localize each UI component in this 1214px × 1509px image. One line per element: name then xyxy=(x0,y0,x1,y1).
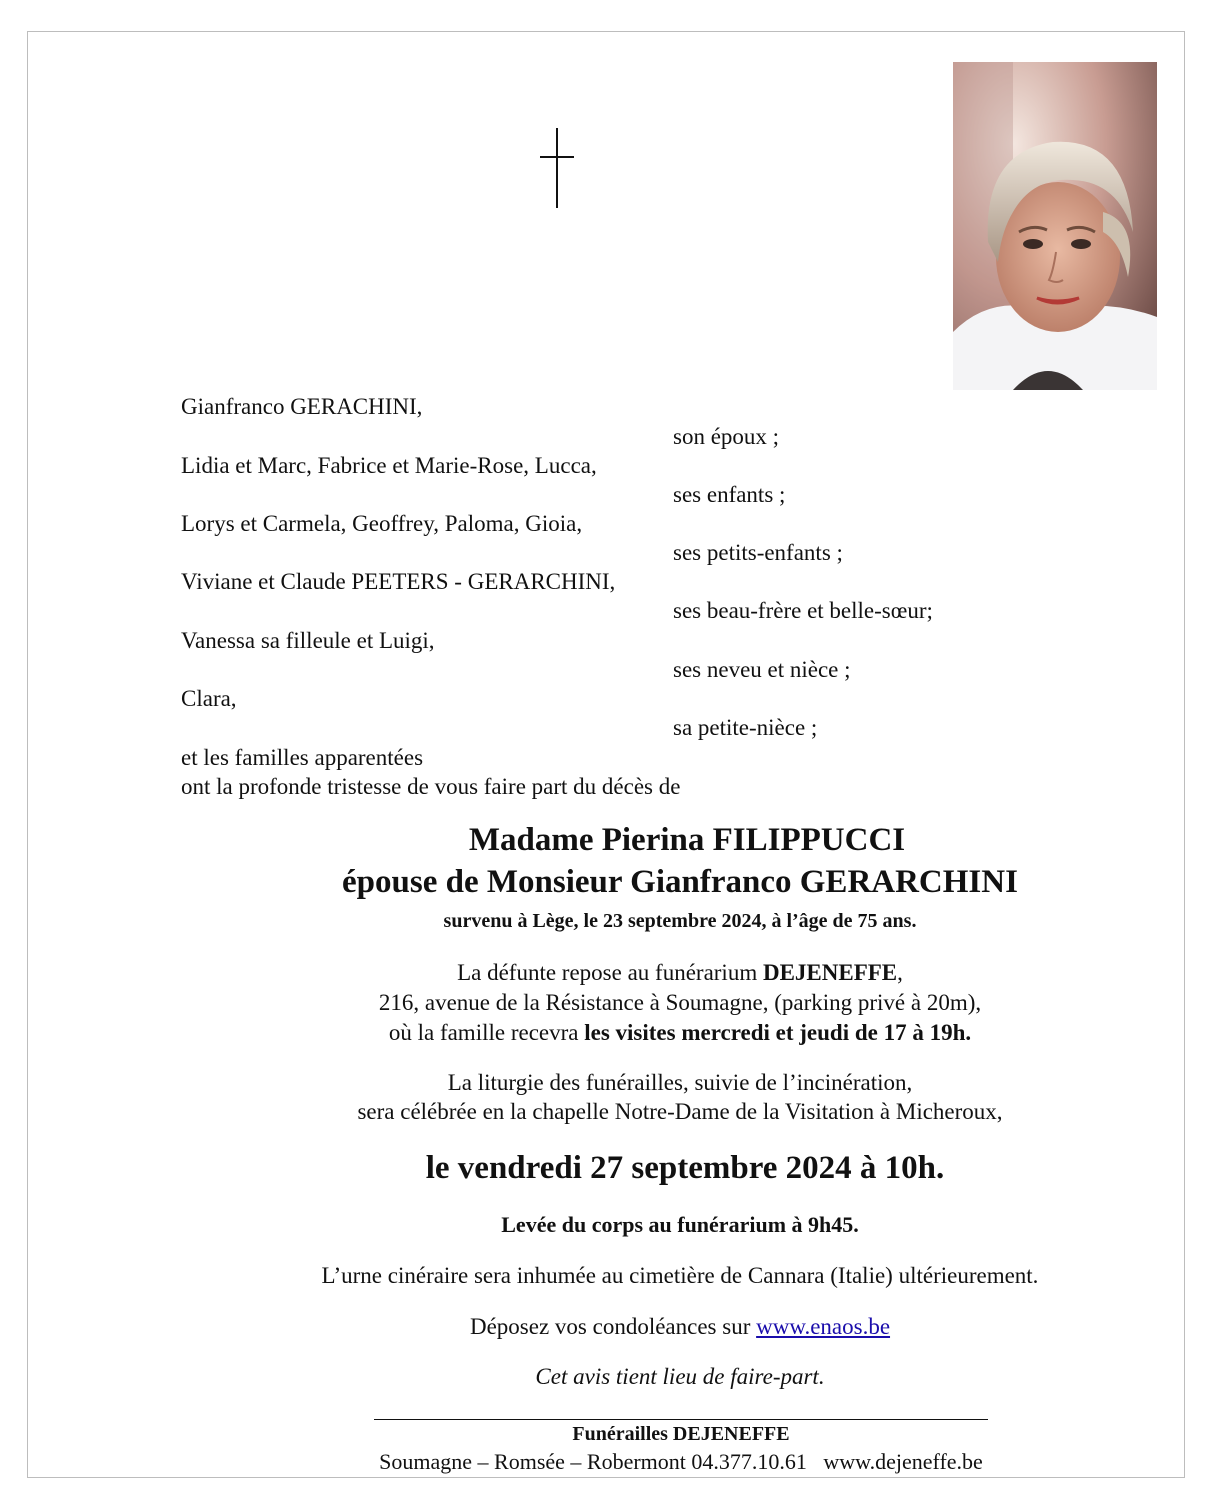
footer-info: Soumagne – Romsée – Robermont 04.377.10.61 www.dejeneffe.be xyxy=(379,1449,983,1474)
footer-divider xyxy=(374,1419,988,1420)
family-relation: son époux ; xyxy=(673,424,780,449)
rest-line-1-text: La défunte repose au funérarium xyxy=(457,960,763,985)
rest-line-3 xyxy=(280,1018,1080,1048)
intro-line-1: et les familles apparentées xyxy=(181,745,424,770)
cross-icon xyxy=(540,128,574,208)
rest-line-3-text: où la famille recevra xyxy=(388,1020,585,1045)
family-relation: ses petits-enfants ; xyxy=(673,540,843,565)
liturgy-line-2: sera célébrée en la chapelle Notre-Dame de la Visitation à Micheroux, xyxy=(357,1099,1003,1124)
notice-text: Cet avis tient lieu de faire-part. xyxy=(535,1364,825,1389)
family-relation: ses neveu et nièce ; xyxy=(673,657,851,682)
rest-line-2: 216, avenue de la Résistance à Soumagne, (parking privé à 20m), xyxy=(378,990,982,1015)
footer-company: Funérailles DEJENEFFE xyxy=(572,1423,790,1445)
funerarium-name: DEJENEFFE xyxy=(762,960,898,985)
intro-line-2: ont la profonde tristesse de vous faire part du décès de xyxy=(181,774,681,799)
rest-line-1 xyxy=(280,958,1080,988)
family-name: Gianfranco GERACHINI, xyxy=(181,394,423,419)
family-name: Lorys et Carmela, Geoffrey, Paloma, Gioia, xyxy=(181,511,583,536)
deceased-spouse: épouse de Monsieur Gianfranco GERARCHINI xyxy=(342,864,1018,900)
liturgy-line-1: La liturgie des funérailles, suivie de l’incinération, xyxy=(447,1070,913,1095)
family-relation: ses beau-frère et belle-sœur; xyxy=(673,598,933,623)
condolences-text: Déposez vos condoléances sur xyxy=(469,1314,757,1339)
family-relation: sa petite-nièce ; xyxy=(673,715,818,740)
family-name: Lidia et Marc, Fabrice et Marie-Rose, Lucca, xyxy=(181,453,597,478)
deceased-name: Madame Pierina FILIPPUCCI xyxy=(468,822,906,858)
condolences-link[interactable]: www.enaos.be xyxy=(756,1314,891,1339)
visit-hours: les visites mercredi et jeudi de 17 à 19h. xyxy=(584,1020,972,1045)
family-name: Vanessa sa filleule et Luigi, xyxy=(181,628,435,653)
deceased-details: survenu à Lège, le 23 septembre 2024, à l’âge de 75 ans. xyxy=(443,910,917,932)
levee-time: Levée du corps au funérarium à 9h45. xyxy=(501,1212,859,1237)
family-name: Clara, xyxy=(181,686,237,711)
family-relation: ses enfants ; xyxy=(673,482,786,507)
ceremony-date: le vendredi 27 septembre 2024 à 10h. xyxy=(425,1150,945,1186)
urn-notice: L’urne cinéraire sera inhumée au cimetière de Cannara (Italie) ultérieurement. xyxy=(321,1263,1039,1288)
family-name: Viviane et Claude PEETERS - GERARCHINI, xyxy=(181,569,616,594)
condolences xyxy=(280,1312,1080,1342)
rest-line-1-punct: , xyxy=(897,960,903,985)
portrait-photo xyxy=(953,62,1157,390)
